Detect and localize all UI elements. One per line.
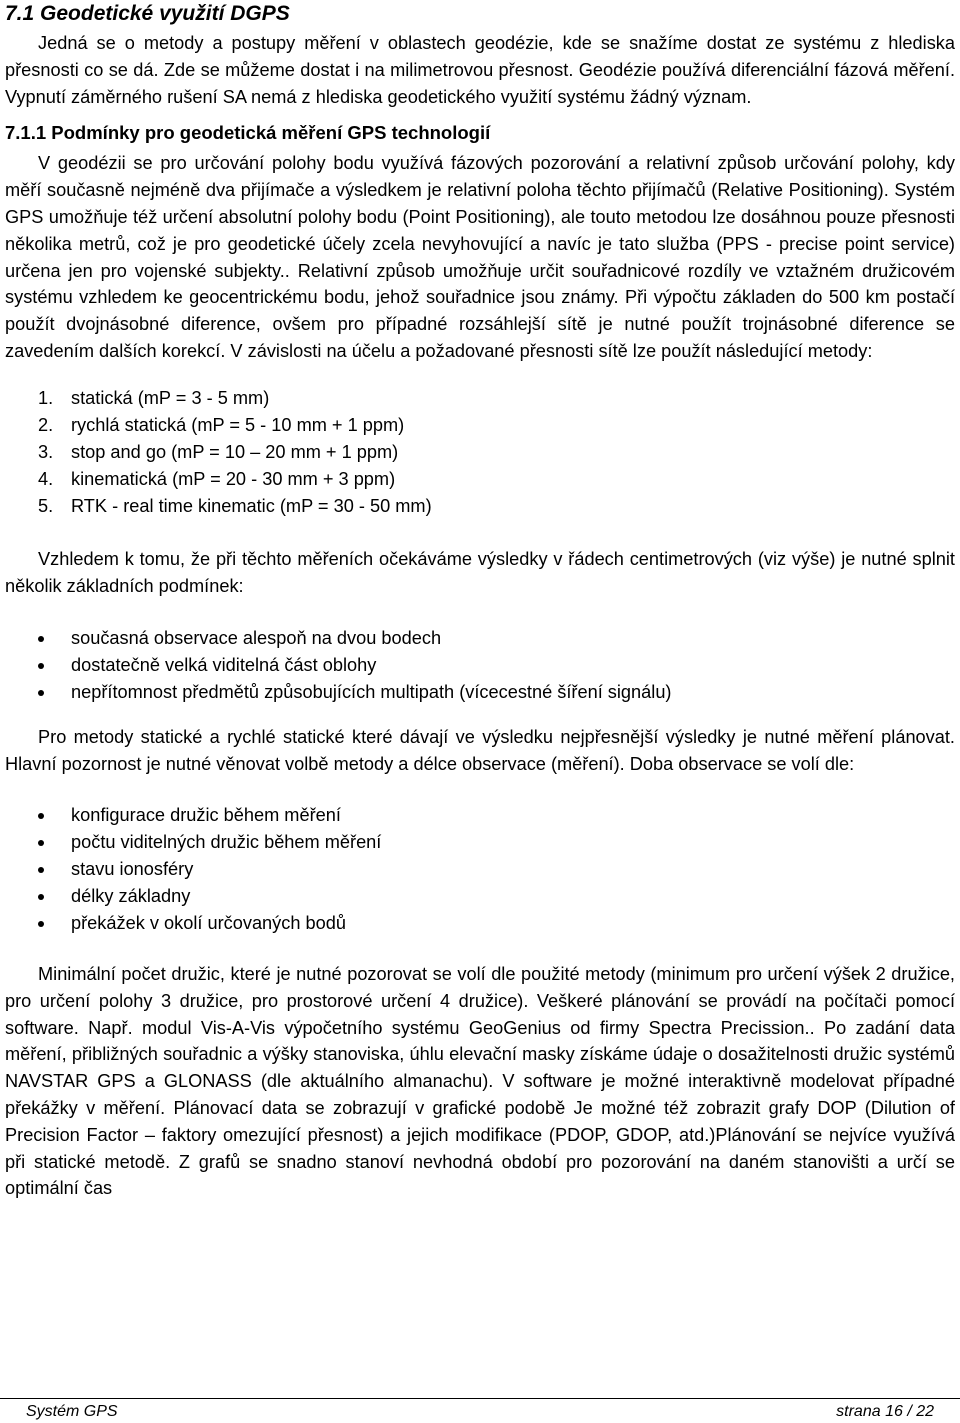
list-item [5, 883, 955, 910]
list-item [5, 679, 955, 706]
list-item [5, 652, 955, 679]
observation-factors-list [5, 802, 955, 937]
bullet-icon [38, 840, 44, 846]
list-item [5, 493, 955, 520]
page-number: strana 16 / 22 [836, 1403, 934, 1420]
list-item [5, 829, 955, 856]
list-item-text: nepřítomnost předmětů způsobujících multipath (vícecestné šíření signálu) [71, 682, 672, 703]
list-item-text: stavu ionosféry [71, 858, 194, 879]
bullet-icon [38, 813, 44, 819]
bullet-icon [38, 867, 44, 873]
list-item-text: konfigurace družic během měření [71, 804, 341, 825]
section-heading: 7.1 Geodetické využití DGPS [5, 2, 290, 25]
document-page [5, 0, 955, 1202]
list-item [5, 802, 955, 829]
list-item [5, 439, 955, 466]
footer-title: Systém GPS [26, 1403, 118, 1420]
bullet-icon [38, 894, 44, 900]
list-item-text: kinematická (mP = 20 - 30 mm + 3 ppm) [71, 468, 396, 489]
list-item-text: RTK - real time kinematic (mP = 30 - 50 mm) [71, 495, 432, 516]
requirements-paragraph: Vzhledem k tomu, že při těchto měřeních očekáváme výsledky v řádech centimetrových (viz výše) je nutné splnit několik základních podmínek: [5, 548, 955, 596]
list-number: 1. [38, 387, 54, 408]
list-item-text: dostatečně velká viditelná část oblohy [71, 655, 377, 676]
conditions-paragraph: V geodézii se pro určování polohy bodu využívá fázových pozorování a relativní způsob určování polohy, kdy měří současně nejméně dva přijímače a výsledkem je relativní poloha těchto přijímačů (Relative Positioning). Systém GPS umožňuje též určení absolutní polohy bodu (Point Positioning), ale touto metodou lze dosáhnou pouze přesnosti několika metrů, což je pro geodetické účely zcela nevyhovující a navíc je tato služba (PPS - precise point service) určena jen pro vojenské subjekty.. Relativní způsob umožňuje určit souřadnicové rozdíly ve vztažném družicovém systému vzhledem ke geocentrickému bodu, jehož souřadnice jsou známy. Při výpočtu základen do 500 km postačí použít dvojnásobné diference, ovšem pro případné rozsáhlejší sítě je nutné použít trojnásobné diference se zavedením dalších korekcí. V závislosti na účelu a požadované přesnosti sítě lze použít následující metody: [5, 153, 955, 361]
list-item [5, 466, 955, 493]
planning-paragraph: Pro metody statické a rychlé statické které dávají ve výsledku nejpřesnější výsledky je nutné měření plánovat. Hlavní pozornost je nutné věnovat volbě metody a délce observace (měření). Doba observace se volí dle: [5, 727, 955, 775]
list-item-text: současná observace alespoň na dvou bodech [71, 628, 442, 649]
page-footer [0, 1398, 960, 1423]
list-item [5, 910, 955, 937]
intro-paragraph: Jedná se o metody a postupy měření v oblastech geodézie, kde se snažíme dostat ze systému z hlediska přesnosti co se dá. Zde se můžeme dostat i na milimetrovou přesnost. Geodézie používá diferenciální fázová měření. Vypnutí záměrného rušení SA nemá z hlediska geodetického využití systému žádný význam. [5, 33, 955, 107]
list-number: 4. [38, 468, 54, 489]
list-number: 2. [38, 414, 54, 435]
conditions-list [5, 625, 955, 706]
list-item-text: počtu viditelných družic během měření [71, 831, 382, 852]
bullet-icon [38, 663, 44, 669]
satellite-paragraph: Minimální počet družic, které je nutné pozorovat se volí dle použité metody (minimum pro určení výšek 2 družice, pro určení polohy 3 družice, pro prostorové určení 4 družice). Veškeré plánování se provádí na počítači pomocí software. Např. modul Vis-A-Vis výpočetního systému GeoGenius od firmy Spectra Precission.. Po zadání data měření, přibližných souřadnic a výšky stanoviska, úhlu elevační masky získáme údaje o dosažitelnosti družic systémů NAVSTAR GPS a GLONASS (dle aktuálního almanachu). V software je možné interaktivně modelovat případné překážky v měření. Plánovací data se zobrazují v grafické podobě Je možné též zobrazit grafy DOP (Dilution of Precision Factor – faktory omezující přesnost) a jejich modifikace (PDOP, GDOP, atd.)Plánování se nejvíce využívá při statické metodě. Z grafů se snadno stanoví nevhodná období pro pozorování na daném stanovišti a určí se optimální čas [5, 963, 955, 1199]
list-item [5, 625, 955, 652]
bullet-icon [38, 690, 44, 696]
list-item-text: rychlá statická (mP = 5 - 10 mm + 1 ppm) [71, 414, 405, 435]
bullet-icon [38, 921, 44, 927]
list-item-text: překážek v okolí určovaných bodů [71, 912, 346, 933]
list-item-text: délky základny [71, 885, 191, 906]
list-item [5, 856, 955, 883]
bullet-icon [38, 636, 44, 642]
list-item-text: statická (mP = 3 - 5 mm) [71, 387, 270, 408]
methods-list [5, 385, 955, 520]
subsection-heading: 7.1.1 Podmínky pro geodetická měření GPS technologií [5, 122, 491, 144]
list-item [5, 385, 955, 412]
list-number: 3. [38, 441, 54, 462]
list-item-text: stop and go (mP = 10 – 20 mm + 1 ppm) [71, 441, 399, 462]
list-number: 5. [38, 495, 54, 516]
list-item [5, 412, 955, 439]
